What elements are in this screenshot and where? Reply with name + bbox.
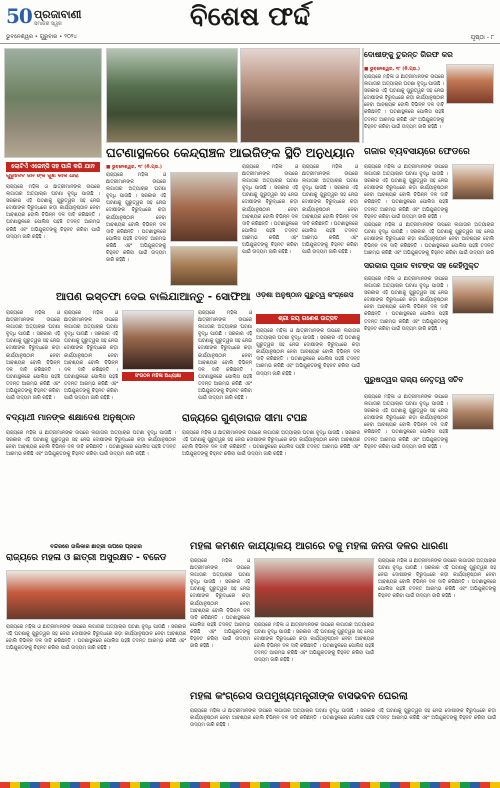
story-body-mid-3: ରାଜ୍ୟରେ ମହିଳା ଓ ଛାତ୍ରୀମାନଙ୍କ ଉପରେ ଲଗାତାର ଅତ୍ୟାଚାର ଘଟଣା ବୃଦ୍ଧି ପାଉଛି । ସରକାର ଏହି ଘଟଣାକୁ ଗୁରୁତ୍ୱର ସହ ନେଇ ଦୋଷୀଙ୍କ ବିରୁଦ୍ଧରେ କଡ଼ା କାର୍ଯ୍ୟାନୁଷ୍ଠାନ ନେବା ଆବଶ୍ୟକ ବୋଲି ବିଭିନ୍ନ ଦଳ ଦାବି କରିଛନ୍ତି । ଘଟଣାସ୍ଥଳରେ ପୋଲିସ ପହଞ୍ଚି ତଦନ୍ତ ଆରମ୍ଭ କରିଛି ଏବଂ ଅଭିଯୁକ୍ତଙ୍କୁ ଚିହ୍ନଟ କରିବା ପାଇଁ ଉଦ୍ୟମ ଜାରି ରହିଛି । — [198, 311, 252, 402]
photo-women-protest — [6, 570, 186, 620]
story-body-mid-1: ରାଜ୍ୟରେ ମହିଳା ଓ ଛାତ୍ରୀମାନଙ୍କ ଉପରେ ଲଗାତାର ଅତ୍ୟାଚାର ଘଟଣା ବୃଦ୍ଧି ପାଉଛି । ସରକାର ଏହି ଘଟଣାକୁ ଗୁରୁତ୍ୱର ସହ ନେଇ ଦୋଷୀଙ୍କ ବିରୁଦ୍ଧରେ କଡ଼ା କାର୍ଯ୍ୟାନୁଷ୍ଠାନ ନେବା ଆବଶ୍ୟକ ବୋଲି ବିଭିନ୍ନ ଦଳ ଦାବି କରିଛନ୍ତି । ଘଟଣାସ୍ଥଳରେ ପୋଲିସ ପହଞ୍ଚି ତଦନ୍ତ ଆରମ୍ଭ କରିଛି ଏବଂ ଅଭିଯୁକ୍ତଙ୍କୁ ଚିହ୍ନଟ କରିବା ପାଇଁ ଉଦ୍ୟମ ଜାରି ରହିଛି । — [6, 311, 60, 402]
photo-site-visit — [106, 48, 238, 143]
photo-flood-vehicle — [4, 48, 102, 158]
story-body-left: ରାଜ୍ୟରେ ମହିଳା ଓ ଛାତ୍ରୀମାନଙ୍କ ଉପରେ ଲଗାତାର ଅତ୍ୟାଚାର ଘଟଣା ବୃଦ୍ଧି ପାଉଛି । ସରକାର ଏହି ଘଟଣାକୁ ଗୁରୁତ୍ୱର ସହ ନେଇ ଦୋଷୀଙ୍କ ବିରୁଦ୍ଧରେ କଡ଼ା କାର୍ଯ୍ୟାନୁଷ୍ଠାନ ନେବା ଆବଶ୍ୟକ ବୋଲି ବିଭିନ୍ନ ଦଳ ଦାବି କରିଛନ୍ତି । ଘଟଣାସ୍ଥଳରେ ପୋଲିସ ପହଞ୍ଚି ତଦନ୍ତ ଆରମ୍ଭ କରିଛି ଏବଂ ଅଭିଯୁକ୍ତଙ୍କୁ ଚିହ୍ନଟ କରିବା ପାଇଁ ଉଦ୍ୟମ ଜାରି ରହିଛି । — [6, 185, 100, 240]
newspaper-logo: 50 — [6, 4, 32, 28]
story-body-right-2: ରାଜ୍ୟରେ ମହିଳା ଓ ଛାତ୍ରୀମାନଙ୍କ ଉପରେ ଲଗାତାର ଅତ୍ୟାଚାର ଘଟଣା ବୃଦ୍ଧି ପାଉଛି । ସରକାର ଏହି ଘଟଣାକୁ ଗୁରୁତ୍ୱର ସହ ନେଇ ଦୋଷୀଙ୍କ ବିରୁଦ୍ଧରେ କଡ଼ା କାର୍ଯ୍ୟାନୁଷ୍ଠାନ ନେବା ଆବଶ୍ୟକ ବୋଲି ବିଭିନ୍ନ ଦଳ ଦାବି କରିଛନ୍ତି । ଘଟଣାସ୍ଥଳରେ ପୋଲିସ ପହଞ୍ଚି ତଦନ୍ତ ଆରମ୍ଭ କରିଛି ଏବଂ ଅଭିଯୁକ୍ତଙ୍କୁ ଚିହ୍ନଟ କରିବା ପାଇଁ ଉଦ୍ୟମ ଜାରି ରହିଛି । — [364, 165, 448, 220]
story-body-bottom-mid-2: ରାଜ୍ୟରେ ମହିଳା ଓ ଛାତ୍ରୀମାନଙ୍କ ଉପରେ ଲଗାତାର ଅତ୍ୟାଚାର ଘଟଣା ବୃଦ୍ଧି ପାଉଛି । ସରକାର ଏହି ଘଟଣାକୁ ଗୁରୁତ୍ୱର ସହ ନେଇ ଦୋଷୀଙ୍କ ବିରୁଦ୍ଧରେ କଡ଼ା କାର୍ଯ୍ୟାନୁଷ୍ଠାନ ନେବା ଆବଶ୍ୟକ ବୋଲି ବିଭିନ୍ନ ଦଳ ଦାବି କରିଛନ୍ତି । ଘଟଣାସ୍ଥଳରେ ପୋଲିସ ପହଞ୍ଚି ତଦନ୍ତ ଆରମ୍ଭ କରିଛି ଏବଂ ଅଭିଯୁକ୍ତଙ୍କୁ ଚିହ୍ନଟ କରିବା ପାଇଁ ଉଦ୍ୟମ ଜାରି ରହିଛି । — [254, 623, 374, 664]
page-number: ପୃଷ୍ଠା - ୮ — [470, 34, 494, 41]
story-box-top-left: ଲୋଟିଏଁ ଏଜେନ୍ସି ସହ ପାଳି କରି ଯାନ — [6, 162, 100, 172]
story-title-mid-right: ଓଡ଼ିଶା ଅନୁଷ୍ଠାନ ଗୁରୁତ୍ୱ କଂଗ୍ରେସ — [256, 292, 354, 299]
story-body-bottom-mid-3: ରାଜ୍ୟରେ ମହିଳା ଓ ଛାତ୍ରୀମାନଙ୍କ ଉପରେ ଲଗାତାର ଅତ୍ୟାଚାର ଘଟଣା ବୃଦ୍ଧି ପାଉଛି । ସରକାର ଏହି ଘଟଣାକୁ ଗୁରୁତ୍ୱର ସହ ନେଇ ଦୋଷୀଙ୍କ ବିରୁଦ୍ଧରେ କଡ଼ା କାର୍ଯ୍ୟାନୁଷ୍ଠାନ ନେବା ଆବଶ୍ୟକ ବୋଲି ବିଭିନ୍ନ ଦଳ ଦାବି କରିଛନ୍ତି । ଘଟଣାସ୍ଥଳରେ ପୋଲିସ ପହଞ୍ଚି ତଦନ୍ତ ଆରମ୍ଭ କରିଛି ଏବଂ ଅଭିଯୁକ୍ତଙ୍କୁ ଚିହ୍ନଟ କରିବା ପାଇଁ ଉଦ୍ୟମ ଜାରି ରହିଛି । — [190, 709, 496, 729]
portrait-woman-leader — [446, 64, 494, 104]
story-title-right-3: ସରକାର ପୂଜାଳ ବାଟଙ୍କ ସହ କେହିମୁକ୍ତ — [364, 262, 480, 270]
story-body-right-2b: ରାଜ୍ୟରେ ମହିଳା ଓ ଛାତ୍ରୀମାନଙ୍କ ଉପରେ ଲଗାତାର ଅତ୍ୟାଚାର ଘଟଣା ବୃଦ୍ଧି ପାଉଛି । ସରକାର ଏହି ଘଟଣାକୁ ଗୁରୁତ୍ୱର ସହ ନେଇ ଦୋଷୀଙ୍କ ବିରୁଦ୍ଧରେ କଡ଼ା କାର୍ଯ୍ୟାନୁଷ୍ଠାନ ନେବା ଆବଶ୍ୟକ ବୋଲି ବିଭିନ୍ନ ଦଳ ଦାବି କରିଛନ୍ତି । ଘଟଣାସ୍ଥଳରେ ପୋଲିସ ପହଞ୍ଚି ତଦନ୍ତ ଆରମ୍ଭ କରିଛି ଏବଂ ଅଭିଯୁକ୍ତଙ୍କୁ ଚିହ୍ନଟ କରିବା ପାଇଁ ଉଦ୍ୟମ ଜାରି — [364, 223, 494, 256]
story-kicker-bottom-left: ବନ୍ଦରରେ ତାଲିକାର ଛାତ୍ରୀ ଉପରେ ପ୍ରହାର — [50, 544, 142, 550]
portrait-police — [170, 246, 238, 286]
caption-box-mid: ସଂଗଠନ ମହିଳା ଅଧ୍ୟକ୍ଷା — [122, 372, 194, 381]
portrait-politician-3 — [452, 394, 494, 430]
story-box-mid-right: ଶ୍ରୀ ଜୟ ଗଣେଶ ଉତ୍ସବ — [256, 314, 360, 324]
masthead — [0, 0, 500, 44]
portrait-ig-officer — [170, 172, 238, 242]
story-body-right-3: ରାଜ୍ୟରେ ମହିଳା ଓ ଛାତ୍ରୀମାନଙ୍କ ଉପରେ ଲଗାତାର ଅତ୍ୟାଚାର ଘଟଣା ବୃଦ୍ଧି ପାଉଛି । ସରକାର ଏହି ଘଟଣାକୁ ଗୁରୁତ୍ୱର ସହ ନେଇ ଦୋଷୀଙ୍କ ବିରୁଦ୍ଧରେ କଡ଼ା କାର୍ଯ୍ୟାନୁଷ୍ଠାନ ନେବା ଆବଶ୍ୟକ ବୋଲି ବିଭିନ୍ନ ଦଳ ଦାବି କରିଛନ୍ତି । ଘଟଣାସ୍ଥଳରେ ପୋଲିସ ପହଞ୍ଚି ତଦନ୍ତ ଆରମ୍ଭ କରିଛି ଏବଂ ଅଭିଯୁକ୍ତଙ୍କୁ ଚିହ୍ନଟ କରିବା ପାଇଁ ଉଦ୍ୟମ ଜାରି ରହିଛି । — [364, 277, 448, 332]
story-body-right-4: ରାଜ୍ୟରେ ମହିଳା ଓ ଛାତ୍ରୀମାନଙ୍କ ଉପରେ ଲଗାତାର ଅତ୍ୟାଚାର ଘଟଣା ବୃଦ୍ଧି ପାଉଛି । ସରକାର ଏହି ଘଟଣାକୁ ଗୁରୁତ୍ୱର ସହ ନେଇ ଦୋଷୀଙ୍କ ବିରୁଦ୍ଧରେ କଡ଼ା କାର୍ଯ୍ୟାନୁଷ୍ଠାନ ନେବା ଆବଶ୍ୟକ ବୋଲି ବିଭିନ୍ନ ଦଳ ଦାବି କରିଛନ୍ତି । ଘଟଣାସ୍ଥଳରେ ପୋଲିସ ପହଞ୍ଚି ତଦନ୍ତ ଆରମ୍ଭ କରିଛି ଏବଂ ଅଭିଯୁକ୍ତଙ୍କୁ ଚିହ୍ନଟ କରିବା ପାଇଁ ଉଦ୍ୟମ ଜାରି ରହିଛି । — [364, 395, 448, 450]
story-title-bottom-left: ରାଜ୍ୟରେ ମହିଳା ଓ ଛାତ୍ରୀ ଅସୁରକ୍ଷିତ - ବିଜେଡି — [6, 554, 167, 563]
story-subhead-top-left: ଗୁରୁଦେବ ଜନ ଙ୍କ ଗୁଣ କାଳି ଧାରା — [6, 174, 79, 179]
story-body-main-1: ରାଜ୍ୟରେ ମହିଳା ଓ ଛାତ୍ରୀମାନଙ୍କ ଉପରେ ଲଗାତାର ଅତ୍ୟାଚାର ଘଟଣା ବୃଦ୍ଧି ପାଉଛି । ସରକାର ଏହି ଘଟଣାକୁ ଗୁରୁତ୍ୱର ସହ ନେଇ ଦୋଷୀଙ୍କ ବିରୁଦ୍ଧରେ କଡ଼ା କାର୍ଯ୍ୟାନୁଷ୍ଠାନ ନେବା ଆବଶ୍ୟକ ବୋଲି ବିଭିନ୍ନ ଦଳ ଦାବି କରିଛନ୍ତି । ଘଟଣାସ୍ଥଳରେ ପୋଲିସ ପହଞ୍ଚି ତଦନ୍ତ ଆରମ୍ଭ କରିଛି ଏବଂ ଅଭିଯୁକ୍ତଙ୍କୁ ଚିହ୍ନଟ କରିବା ପାଇଁ ଉଦ୍ୟମ ଜାରି ରହିଛି । — [106, 173, 166, 264]
story-title-bottom-mid-2: ମହିଳା କଂଗ୍ରେସ ଉପମୁଖ୍ୟମନ୍ତ୍ରୀଙ୍କ ବାସଭବନ ଘେରିଲା — [190, 692, 408, 702]
story-body-main-2: ରାଜ୍ୟରେ ମହିଳା ଓ ଛାତ୍ରୀମାନଙ୍କ ଉପରେ ଲଗାତାର ଅତ୍ୟାଚାର ଘଟଣା ବୃଦ୍ଧି ପାଉଛି । ସରକାର ଏହି ଘଟଣାକୁ ଗୁରୁତ୍ୱର ସହ ନେଇ ଦୋଷୀଙ୍କ ବିରୁଦ୍ଧରେ କଡ଼ା କାର୍ଯ୍ୟାନୁଷ୍ଠାନ ନେବା ଆବଶ୍ୟକ ବୋଲି ବିଭିନ୍ନ ଦଳ ଦାବି କରିଛନ୍ତି । ଘଟଣାସ୍ଥଳରେ ପୋଲିସ ପହଞ୍ଚି ତଦନ୍ତ ଆରମ୍ଭ କରିଛି ଏବଂ ଅଭିଯୁକ୍ତଙ୍କୁ ଚିହ୍ନଟ କରିବା ପାଇଁ ଉଦ୍ୟମ ଜାରି ରହିଛି । — [242, 165, 298, 256]
story-title-top-right: ଦୋଷୀଙ୍କୁ ତୁରନ୍ତ ଗିରଫ କର — [364, 50, 453, 59]
story-title-right-2: ଗଜାର ବ୍ୟବସାୟରେ ଫେଡରେ — [364, 148, 470, 157]
byline: ■ ଭୁବନେଶ୍ୱର, ୧୮ (ନି.ପ୍ର.) — [364, 67, 421, 72]
story-title-right-4: ପୁରୁଷତ୍ୱର ରାଜ୍ୟ ନେତୃତ୍ୱ ସଚିବ — [364, 376, 464, 384]
main-headline: ଘଟଣାସ୍ଥଳରେ କେନ୍ଦ୍ରାଞ୍ଚଳ ଆଇଜିଙ୍କ ସ୍ଥିତି ଅନୁଧ୍ୟାନ — [106, 146, 355, 160]
story-title-lower-left: ବିଦ୍ୟାର୍ଥୀ ମାନଙ୍କ ଶିକ୍ଷାଦେଶ ଅନୁଷ୍ଠାନ — [6, 414, 136, 423]
portrait-sophia — [122, 310, 194, 370]
story-body-top-right: ରାଜ୍ୟରେ ମହିଳା ଓ ଛାତ୍ରୀମାନଙ୍କ ଉପରେ ଲଗାତାର ଅତ୍ୟାଚାର ଘଟଣା ବୃଦ୍ଧି ପାଉଛି । ସରକାର ଏହି ଘଟଣାକୁ ଗୁରୁତ୍ୱର ସହ ନେଇ ଦୋଷୀଙ୍କ ବିରୁଦ୍ଧରେ କଡ଼ା କାର୍ଯ୍ୟାନୁଷ୍ଠାନ ନେବା ଆବଶ୍ୟକ ବୋଲି ବିଭିନ୍ନ ଦଳ ଦାବି କରିଛନ୍ତି । ଘଟଣାସ୍ଥଳରେ ପୋଲିସ ପହଞ୍ଚି ତଦନ୍ତ ଆରମ୍ଭ କରିଛି ଏବଂ ଅଭିଯୁକ୍ତଙ୍କୁ ଚିହ୍ନଟ କରିବା ପାଇଁ ଉଦ୍ୟମ ଜାରି ରହିଛି । — [364, 75, 444, 130]
story-body-mid-right: ରାଜ୍ୟରେ ମହିଳା ଓ ଛାତ୍ରୀମାନଙ୍କ ଉପରେ ଲଗାତାର ଅତ୍ୟାଚାର ଘଟଣା ବୃଦ୍ଧି ପାଉଛି । ସରକାର ଏହି ଘଟଣାକୁ ଗୁରୁତ୍ୱର ସହ ନେଇ ଦୋଷୀଙ୍କ ବିରୁଦ୍ଧରେ କଡ଼ା କାର୍ଯ୍ୟାନୁଷ୍ଠାନ ନେବା ଆବଶ୍ୟକ ବୋଲି ବିଭିନ୍ନ ଦଳ ଦାବି କରିଛନ୍ତି । ଘଟଣାସ୍ଥଳରେ ପୋଲିସ ପହଞ୍ଚି ତଦନ୍ତ ଆରମ୍ଭ କରିଛି ଏବଂ ଅଭିଯୁକ୍ତଙ୍କୁ ଚିହ୍ନଟ କରିବା ପାଇଁ ଉଦ୍ୟମ ଜାରି ରହିଛି । — [256, 329, 360, 377]
story-body-bottom-mid: ରାଜ୍ୟରେ ମହିଳା ଓ ଛାତ୍ରୀମାନଙ୍କ ଉପରେ ଲଗାତାର ଅତ୍ୟାଚାର ଘଟଣା ବୃଦ୍ଧି ପାଉଛି । ସରକାର ଏହି ଘଟଣାକୁ ଗୁରୁତ୍ୱର ସହ ନେଇ ଦୋଷୀଙ୍କ ବିରୁଦ୍ଧରେ କଡ଼ା କାର୍ଯ୍ୟାନୁଷ୍ଠାନ ନେବା ଆବଶ୍ୟକ ବୋଲି ବିଭିନ୍ନ ଦଳ ଦାବି କରିଛନ୍ତି । ଘଟଣାସ୍ଥଳରେ ପୋଲିସ ପହଞ୍ଚି ତଦନ୍ତ ଆରମ୍ଭ କରିଛି ଏବଂ ଅଭିଯୁକ୍ତଙ୍କୁ ଚିହ୍ନଟ କରିବା ପାଇଁ ଉଦ୍ୟମ ଜାରି ରହିଛି । — [190, 559, 250, 650]
photo-dharna — [254, 558, 374, 618]
story-body-bottom-left: ରାଜ୍ୟରେ ମହିଳା ଓ ଛାତ୍ରୀମାନଙ୍କ ଉପରେ ଲଗାତାର ଅତ୍ୟାଚାର ଘଟଣା ବୃଦ୍ଧି ପାଉଛି । ସରକାର ଏହି ଘଟଣାକୁ ଗୁରୁତ୍ୱର ସହ ନେଇ ଦୋଷୀଙ୍କ ବିରୁଦ୍ଧରେ କଡ଼ା କାର୍ଯ୍ୟାନୁଷ୍ଠାନ ନେବା ଆବଶ୍ୟକ ବୋଲି ବିଭିନ୍ନ ଦଳ ଦାବି କରିଛନ୍ତି । ଘଟଣାସ୍ଥଳରେ ପୋଲିସ ପହଞ୍ଚି ତଦନ୍ତ ଆରମ୍ଭ କରିଛି ଏବଂ ଅଭିଯୁକ୍ତଙ୍କୁ ଚିହ୍ନଟ କରିବା ପାଇଁ ଉଦ୍ୟମ ଜାରି ରହିଛି । — [6, 625, 186, 652]
newspaper-tagline: ସମାଜର ସ୍ୱର — [34, 21, 62, 27]
story-title-bottom-mid: ମହିଳା କମିଶନ କାର୍ଯ୍ୟାଳୟ ଆଗରେ ବିଜୁ ମହିଳା ଜନତା ଦଳର ଧାରଣା — [190, 542, 448, 552]
photo-crowd — [240, 48, 360, 143]
registration-strip — [0, 782, 500, 788]
portrait-politician-2 — [452, 276, 494, 314]
story-body-bottom-right: ରାଜ୍ୟରେ ମହିଳା ଓ ଛାତ୍ରୀମାନଙ୍କ ଉପରେ ଲଗାତାର ଅତ୍ୟାଚାର ଘଟଣା ବୃଦ୍ଧି ପାଉଛି । ସରକାର ଏହି ଘଟଣାକୁ ଗୁରୁତ୍ୱର ସହ ନେଇ ଦୋଷୀଙ୍କ ବିରୁଦ୍ଧରେ କଡ଼ା କାର୍ଯ୍ୟାନୁଷ୍ଠାନ ନେବା ଆବଶ୍ୟକ ବୋଲି ବିଭିନ୍ନ ଦଳ ଦାବି କରିଛନ୍ତି । ଘଟଣାସ୍ଥଳରେ ପୋଲିସ ପହଞ୍ଚି ତଦନ୍ତ ଆରମ୍ଭ କରିଛି ଏବଂ ଅଭିଯୁକ୍ତଙ୍କୁ ଚିହ୍ନଟ କରିବା ପାଇଁ ଉଦ୍ୟମ ଜାରି ରହିଛି । — [378, 559, 496, 600]
byline: ■ ଭୁବନେଶ୍ୱର, ୧୮ (ନି.ପ୍ର.) — [106, 165, 163, 170]
story-body-lower-mid: ରାଜ୍ୟରେ ମହିଳା ଓ ଛାତ୍ରୀମାନଙ୍କ ଉପରେ ଲଗାତାର ଅତ୍ୟାଚାର ଘଟଣା ବୃଦ୍ଧି ପାଉଛି । ସରକାର ଏହି ଘଟଣାକୁ ଗୁରୁତ୍ୱର ସହ ନେଇ ଦୋଷୀଙ୍କ ବିରୁଦ୍ଧରେ କଡ଼ା କାର୍ଯ୍ୟାନୁଷ୍ଠାନ ନେବା ଆବଶ୍ୟକ ବୋଲି ବିଭିନ୍ନ ଦଳ ଦାବି କରିଛନ୍ତି । ଘଟଣାସ୍ଥଳରେ ପୋଲିସ ପହଞ୍ଚି ତଦନ୍ତ ଆରମ୍ଭ କରିଛି ଏବଂ ଅଭିଯୁକ୍ତଙ୍କୁ ଚିହ୍ନଟ କରିବା ପାଇଁ ଉଦ୍ୟମ ଜାରି ରହିଛି । — [182, 431, 360, 458]
dateline: ଭୁବନେଶ୍ୱର • ଗୁରୁବାର • ୨୦୨୪ — [6, 34, 78, 40]
story-body-lower-left: ରାଜ୍ୟରେ ମହିଳା ଓ ଛାତ୍ରୀମାନଙ୍କ ଉପରେ ଲଗାତାର ଅତ୍ୟାଚାର ଘଟଣା ବୃଦ୍ଧି ପାଉଛି । ସରକାର ଏହି ଘଟଣାକୁ ଗୁରୁତ୍ୱର ସହ ନେଇ ଦୋଷୀଙ୍କ ବିରୁଦ୍ଧରେ କଡ଼ା କାର୍ଯ୍ୟାନୁଷ୍ଠାନ ନେବା ଆବଶ୍ୟକ ବୋଲି ବିଭିନ୍ନ ଦଳ ଦାବି କରିଛନ୍ତି । ଘଟଣାସ୍ଥଳରେ ପୋଲିସ ପହଞ୍ଚି ତଦନ୍ତ ଆରମ୍ଭ କରିଛି ଏବଂ ଅଭିଯୁକ୍ତଙ୍କୁ ଚିହ୍ନଟ କରିବା ପାଇଁ ଉଦ୍ୟମ ଜାରି ରହିଛି । — [6, 431, 176, 458]
story-body-main-3: ରାଜ୍ୟରେ ମହିଳା ଓ ଛାତ୍ରୀମାନଙ୍କ ଉପରେ ଲଗାତାର ଅତ୍ୟାଚାର ଘଟଣା ବୃଦ୍ଧି ପାଉଛି । ସରକାର ଏହି ଘଟଣାକୁ ଗୁରୁତ୍ୱର ସହ ନେଇ ଦୋଷୀଙ୍କ ବିରୁଦ୍ଧରେ କଡ଼ା କାର୍ଯ୍ୟାନୁଷ୍ଠାନ ନେବା ଆବଶ୍ୟକ ବୋଲି ବିଭିନ୍ନ ଦଳ ଦାବି କରିଛନ୍ତି । ଘଟଣାସ୍ଥଳରେ ପୋଲିସ ପହଞ୍ଚି ତଦନ୍ତ ଆରମ୍ଭ କରିଛି ଏବଂ ଅଭିଯୁକ୍ତଙ୍କୁ ଚିହ୍ନଟ କରିବା ପାଇଁ ଉଦ୍ୟମ ଜାରି ରହିଛି । — [302, 165, 358, 256]
section-title: ବିଶେଷ ଫର୍ଦ୍ଦ — [189, 2, 311, 32]
portrait-politician-1 — [452, 164, 494, 200]
story-body-mid-2: ରାଜ୍ୟରେ ମହିଳା ଓ ଛାତ୍ରୀମାନଙ୍କ ଉପରେ ଲଗାତାର ଅତ୍ୟାଚାର ଘଟଣା ବୃଦ୍ଧି ପାଉଛି । ସରକାର ଏହି ଘଟଣାକୁ ଗୁରୁତ୍ୱର ସହ ନେଇ ଦୋଷୀଙ୍କ ବିରୁଦ୍ଧରେ କଡ଼ା କାର୍ଯ୍ୟାନୁଷ୍ଠାନ ନେବା ଆବଶ୍ୟକ ବୋଲି ବିଭିନ୍ନ ଦଳ ଦାବି କରିଛନ୍ତି । ଘଟଣାସ୍ଥଳରେ ପୋଲିସ ପହଞ୍ଚି ତଦନ୍ତ ଆରମ୍ଭ କରିଛି ଏବଂ ଅଭିଯୁକ୍ତଙ୍କୁ ଚିହ୍ନଟ କରିବା ପାଇଁ ଉଦ୍ୟମ ଜାରି ରହିଛି । — [64, 311, 118, 402]
mid-headline: ଆପଣ ଇସ୍ତଫା ଦେଇ ବାଲିଯାଆନ୍ତୁ - ସୋଫିଆ — [56, 292, 251, 303]
newspaper-name: ପ୍ରଜାବାଣୀ — [34, 8, 82, 21]
story-title-lower-mid: ରାଜ୍ୟରେ ଗୁଣ୍ଡାରାଜ ସୀମା ଟପିଛି — [182, 414, 308, 424]
